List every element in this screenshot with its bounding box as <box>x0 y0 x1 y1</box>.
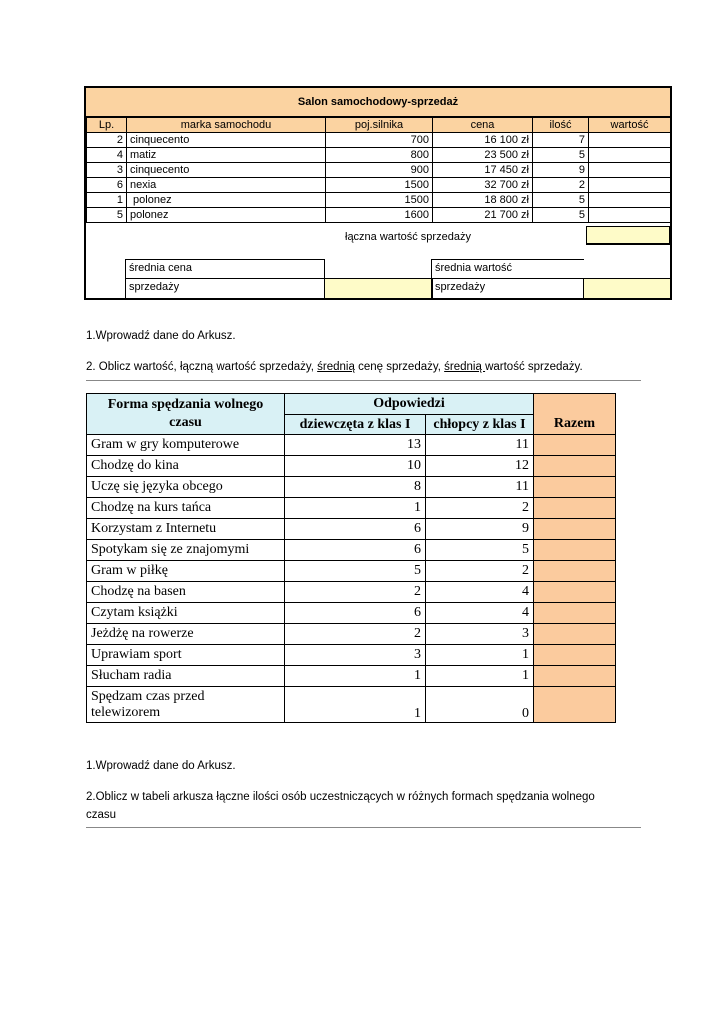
instruction-1: 1.Wprowadź dane do Arkusz. <box>86 330 236 342</box>
cell-marka: matiz <box>127 148 326 163</box>
cell-boys: 11 <box>426 435 534 456</box>
row-label: Czytam książki <box>87 603 285 624</box>
row-label <box>87 687 285 723</box>
cell-girls: 2 <box>285 624 426 645</box>
row-label: Uczę się języka obcego <box>87 477 285 498</box>
cell-ilosc: 9 <box>533 163 589 178</box>
header-cena: cena <box>433 118 533 133</box>
header-razem: Razem <box>534 394 616 435</box>
cell-poj: 1600 <box>326 208 433 223</box>
cell-poj: 900 <box>326 163 433 178</box>
cell-girls: 10 <box>285 456 426 477</box>
avg-value-label-1: średnia wartość <box>435 262 513 274</box>
cell-total[interactable] <box>534 519 616 540</box>
header-lp: Lp. <box>87 118 127 133</box>
car-header-row <box>87 118 671 133</box>
avg-price-label-1: średnia cena <box>129 262 192 274</box>
header-odpowiedzi: Odpowiedzi <box>285 394 534 415</box>
cell-girls: 8 <box>285 477 426 498</box>
row-label-line-2: telewizorem <box>91 704 161 720</box>
row-label: Uprawiam sport <box>87 645 285 666</box>
cell-boys: 5 <box>426 540 534 561</box>
cell-boys: 2 <box>426 498 534 519</box>
instruction-4-line-1: 2.Oblicz w tabeli arkusza łączne ilości osób uczestniczących w różnych formach spędzania wolnego <box>86 791 595 803</box>
cell-marka: cinquecento <box>127 163 326 178</box>
total-value-label: łączna wartość sprzedaży <box>345 231 471 243</box>
table-row <box>87 477 616 498</box>
cell-total[interactable] <box>534 435 616 456</box>
table-row <box>87 456 616 477</box>
cell-total[interactable] <box>534 456 616 477</box>
cell-total[interactable] <box>534 687 616 723</box>
divider <box>125 278 583 279</box>
instruction-2-underlined-2: średnią <box>444 361 486 373</box>
divider <box>586 244 670 245</box>
row-label-line-1: Spędzam czas przed <box>91 688 205 704</box>
cell-girls: 5 <box>285 561 426 582</box>
cell-lp: 3 <box>87 163 127 178</box>
cell-poj: 1500 <box>326 178 433 193</box>
table-row <box>87 148 671 163</box>
cell-boys: 4 <box>426 603 534 624</box>
cell-marka: polonez <box>127 193 326 208</box>
instruction-2 <box>86 361 583 373</box>
avg-value-label-box <box>431 259 584 299</box>
cell-cena: 18 800 zł <box>433 193 533 208</box>
table-row <box>87 582 616 603</box>
avg-price-cell[interactable] <box>324 278 433 298</box>
cell-cena: 32 700 zł <box>433 178 533 193</box>
cell-boys: 1 <box>426 666 534 687</box>
cell-lp: 5 <box>87 208 127 223</box>
cell-wartosc[interactable] <box>589 208 671 223</box>
cell-total[interactable] <box>534 666 616 687</box>
cell-wartosc[interactable] <box>589 193 671 208</box>
cell-cena: 21 700 zł <box>433 208 533 223</box>
avg-value-label-2: sprzedaży <box>435 281 486 293</box>
table-row <box>87 687 616 723</box>
cell-total[interactable] <box>534 498 616 519</box>
cell-poj: 800 <box>326 148 433 163</box>
table-row <box>87 208 671 223</box>
table-row <box>87 519 616 540</box>
row-label: Korzystam z Internetu <box>87 519 285 540</box>
cell-girls: 1 <box>285 687 426 723</box>
header-boys: chłopcy z klas I <box>426 415 534 435</box>
table-row <box>87 498 616 519</box>
header-wartosc: wartość <box>589 118 671 133</box>
cell-boys: 3 <box>426 624 534 645</box>
cell-cena: 16 100 zł <box>433 133 533 148</box>
row-label: Spotykam się ze znajomymi <box>87 540 285 561</box>
cell-wartosc[interactable] <box>589 148 671 163</box>
table-row <box>87 178 671 193</box>
cell-girls: 2 <box>285 582 426 603</box>
row-label: Gram w piłkę <box>87 561 285 582</box>
leisure-table <box>86 393 616 723</box>
row-label: Chodzę do kina <box>87 456 285 477</box>
table-row <box>87 645 616 666</box>
instruction-3: 1.Wprowadź dane do Arkusz. <box>86 760 236 772</box>
cell-total[interactable] <box>534 561 616 582</box>
cell-girls: 6 <box>285 540 426 561</box>
cell-ilosc: 2 <box>533 178 589 193</box>
cell-boys: 4 <box>426 582 534 603</box>
cell-ilosc: 5 <box>533 148 589 163</box>
cell-marka: nexia <box>127 178 326 193</box>
cell-lp: 4 <box>87 148 127 163</box>
cell-total[interactable] <box>534 645 616 666</box>
separator-line <box>86 380 641 381</box>
cell-girls: 13 <box>285 435 426 456</box>
avg-price-label-2: sprzedaży <box>129 281 180 293</box>
header-ilosc: ilość <box>533 118 589 133</box>
instruction-2-part-b: cenę sprzedaży, <box>354 361 445 373</box>
table-row <box>87 603 616 624</box>
instruction-2-part-a: 2. Oblicz wartość, łączną wartość sprzedaży, <box>86 361 318 373</box>
table-row <box>87 193 671 208</box>
cell-boys: 2 <box>426 561 534 582</box>
cell-total[interactable] <box>534 540 616 561</box>
cell-boys: 9 <box>426 519 534 540</box>
instruction-2-underlined-1: średnią <box>317 361 355 373</box>
cell-marka: polonez <box>127 208 326 223</box>
instruction-2-part-c: wartość sprzedaży. <box>485 361 583 373</box>
cell-ilosc: 5 <box>533 193 589 208</box>
cell-girls: 3 <box>285 645 426 666</box>
header-poj: poj.silnika <box>326 118 433 133</box>
header-form: Forma spędzania wolnego czasu <box>87 394 285 435</box>
row-label: Chodzę na basen <box>87 582 285 603</box>
row-label: Jeżdżę na rowerze <box>87 624 285 645</box>
cell-lp: 6 <box>87 178 127 193</box>
cell-total[interactable] <box>534 477 616 498</box>
instruction-4-line-2: czasu <box>86 809 117 821</box>
table-row <box>87 624 616 645</box>
cell-wartosc[interactable] <box>589 178 671 193</box>
cell-girls: 6 <box>285 519 426 540</box>
row-label: Słucham radia <box>87 666 285 687</box>
cell-ilosc: 7 <box>533 133 589 148</box>
cell-girls: 1 <box>285 498 426 519</box>
header-girls: dziewczęta z klas I <box>285 415 426 435</box>
total-value-cell[interactable] <box>586 226 670 244</box>
cell-wartosc[interactable] <box>589 163 671 178</box>
cell-girls: 6 <box>285 603 426 624</box>
cell-cena: 23 500 zł <box>433 148 533 163</box>
table-row <box>87 561 616 582</box>
cell-boys: 12 <box>426 456 534 477</box>
table-row <box>87 133 671 148</box>
cell-boys: 11 <box>426 477 534 498</box>
car-table-title: Salon samochodowy-sprzedaż <box>86 88 670 117</box>
cell-boys: 1 <box>426 645 534 666</box>
cell-boys: 0 <box>426 687 534 723</box>
avg-value-cell[interactable] <box>583 278 670 298</box>
cell-marka: cinquecento <box>127 133 326 148</box>
cell-poj: 1500 <box>326 193 433 208</box>
cell-wartosc[interactable] <box>589 133 671 148</box>
row-label: Gram w gry komputerowe <box>87 435 285 456</box>
header-marka: marka samochodu <box>127 118 326 133</box>
cell-poj: 700 <box>326 133 433 148</box>
cell-girls: 1 <box>285 666 426 687</box>
table-row <box>87 435 616 456</box>
car-data-grid <box>86 117 671 223</box>
separator-line <box>86 827 641 828</box>
row-label: Chodzę na kurs tańca <box>87 498 285 519</box>
cell-total[interactable] <box>534 624 616 645</box>
cell-total[interactable] <box>534 582 616 603</box>
cell-lp: 1 <box>87 193 127 208</box>
avg-price-label-box <box>125 259 325 299</box>
table-row <box>87 540 616 561</box>
table-row <box>87 163 671 178</box>
cell-ilosc: 5 <box>533 208 589 223</box>
table-row <box>87 666 616 687</box>
cell-cena: 17 450 zł <box>433 163 533 178</box>
cell-lp: 2 <box>87 133 127 148</box>
cell-total[interactable] <box>534 603 616 624</box>
car-sales-table <box>84 86 672 300</box>
